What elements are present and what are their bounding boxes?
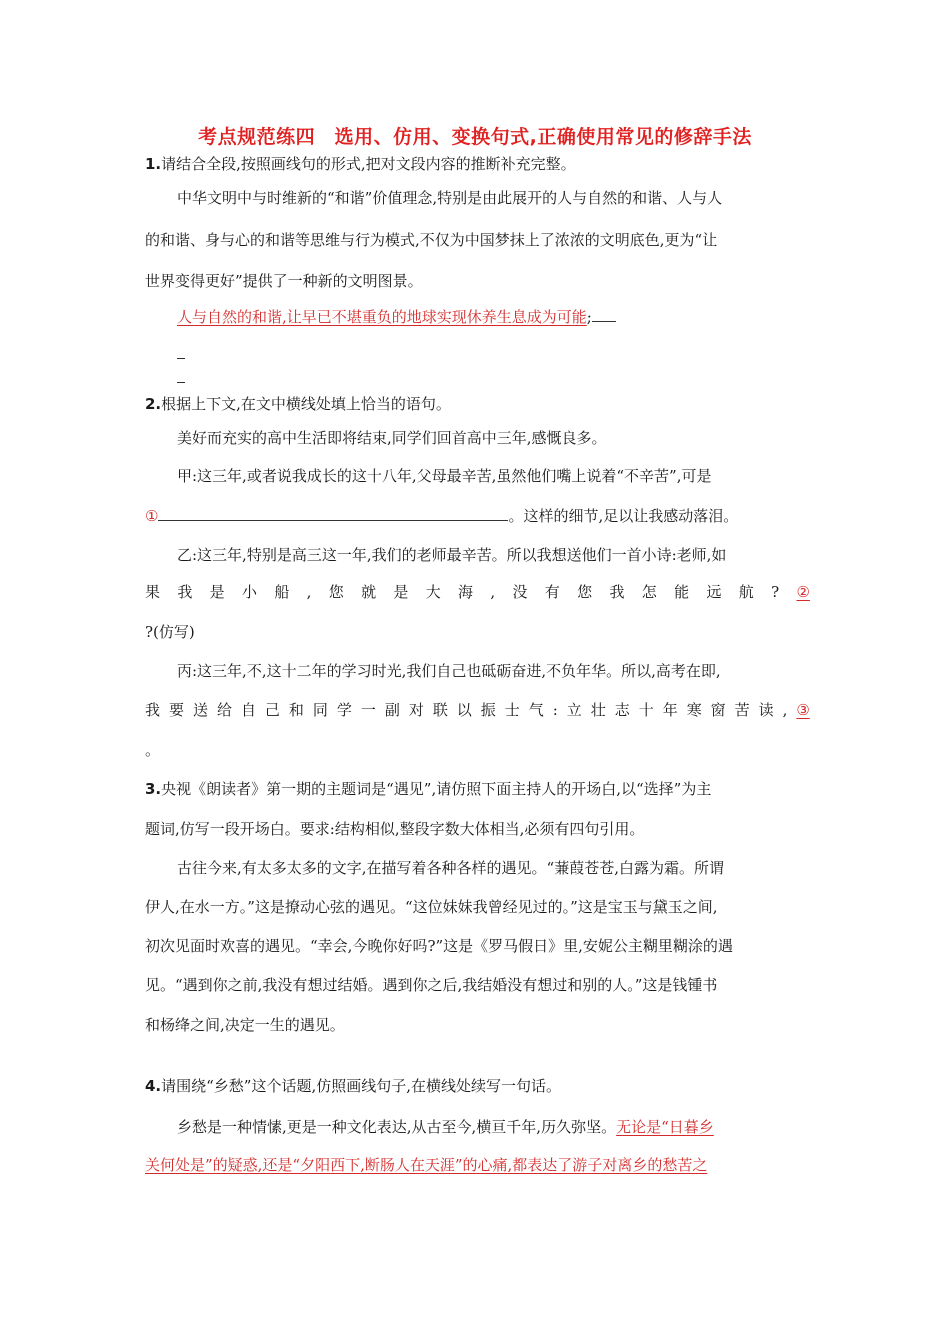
question-text: 根据上下文,在文中横线处填上恰当的语句。 [161,395,451,413]
answer-blank-1[interactable] [158,506,508,521]
spaced-char: 士 [504,701,520,719]
passage-line-spaced [145,700,810,720]
spaced-char: 有 [544,583,560,601]
spaced-char: 我 [609,583,625,601]
passage-line: 伊人,在水一方。”这是撩动心弦的遇见。“这位妹妹我曾经见过的。”这是宝玉与黛玉之间, [145,898,718,916]
spaced-text [145,582,810,602]
spaced-char: 果 [145,583,161,601]
spaced-char: 要 [168,701,184,719]
spaced-char: 副 [384,701,400,719]
spaced-char: 就 [361,583,377,601]
passage-line: 乙:这三年,特别是高三这一年,我们的老师最辛苦。所以我想送他们一首小诗:老师,如 [177,546,727,564]
question-text: 央视《朗读者》第一期的主题词是“遇见”,请仿照下面主持人的开场白,以“选择”为主 [161,780,712,798]
question-4-prompt [145,1076,810,1096]
spaced-char: 能 [674,583,690,601]
page-title: 考点规范练四 选用、仿用、变换句式,正确使用常见的修辞手法 [198,126,752,148]
answer-blank[interactable] [592,307,616,322]
spaced-char: 读 [758,701,774,719]
spaced-char: 您 [328,583,344,601]
passage-line: 丙:这三年,不,这十二年的学习时光,我们自己也砥砺奋进,不负年华。所以,高考在即, [177,662,721,680]
blank-marker[interactable]: ② [796,583,810,601]
passage-text: 乡愁是一种情愫,更是一种文化表达,从古至今,横亘千年,历久弥坚。 [177,1118,617,1136]
passage-line: 世界变得更好”提供了一种新的文明图景。 [145,272,423,290]
question-text: 题词,仿写一段开场白。要求:结构相似,整段字数大体相当,必须有四句引用。 [145,820,645,838]
spaced-text [145,700,810,720]
spaced-char: 自 [240,701,256,719]
question-number: 3. [145,780,162,798]
underlined-answer: 人与自然的和谐,让早已不堪重负的地球实现休养生息成为可能 [177,308,587,326]
spaced-char: 航 [738,583,754,601]
spaced-char: 对 [408,701,424,719]
spaced-char: 怎 [641,583,657,601]
spaced-char: 小 [241,583,257,601]
spaced-char: ? [771,583,780,601]
spaced-char: 远 [706,583,722,601]
passage-line [145,1155,810,1175]
spaced-char: : [552,701,558,719]
spaced-char: 您 [577,583,593,601]
spaced-char: , [490,583,496,601]
spaced-char: 年 [662,701,678,719]
spaced-char: 一 [360,701,376,719]
question-number: 4. [145,1077,162,1095]
spaced-char: , [306,583,312,601]
question-text: 请结合全段,按照画线句的形式,把对文段内容的推断补充完整。 [161,155,576,173]
spaced-char: 我 [177,583,193,601]
spaced-char: 是 [393,583,409,601]
passage-text: 。这样的细节,足以让我感动落泪。 [508,507,739,525]
question-3-prompt [145,779,810,799]
answer-line [145,506,810,526]
blank-marker[interactable]: ③ [796,701,810,719]
spaced-char: 船 [274,583,290,601]
spaced-char: 振 [480,701,496,719]
passage-line: 初次见面时欢喜的遇见。“幸会,今晚你好吗?”这是《罗马假日》里,安妮公主糊里糊涂的遇 [145,937,733,955]
spaced-char: 海 [458,583,474,601]
spaced-char: 是 [209,583,225,601]
passage-line: 。 [145,741,161,759]
underlined-model-sentence: 关何处是”的疑惑,还是“夕阳西下,断肠人在天涯”的心痛,都表达了游子对离乡的愁苦之 [145,1156,708,1174]
spaced-char: 己 [264,701,280,719]
spaced-char: 立 [566,701,582,719]
passage-line-spaced [145,582,810,602]
spaced-char: 我 [145,701,161,719]
spaced-char: 寒 [686,701,702,719]
question-text: 请围绕“乡愁”这个话题,仿照画线句子,在横线处续写一句话。 [161,1077,562,1095]
spaced-char: 给 [216,701,232,719]
spaced-char: 没 [512,583,528,601]
answer-punctuation: ; [586,308,592,326]
question-1-prompt [145,154,810,174]
blank-marker: ① [145,507,159,525]
spaced-char: 送 [192,701,208,719]
spaced-char: 同 [312,701,328,719]
spaced-char: 壮 [590,701,606,719]
question-number: 1. [145,155,162,173]
spaced-char: 十 [638,701,654,719]
spaced-char: 志 [614,701,630,719]
spaced-char: 气 [528,701,544,719]
spaced-char: 联 [432,701,448,719]
blank-dash [177,358,185,359]
spaced-char: 窗 [710,701,726,719]
spaced-char: 学 [336,701,352,719]
question-2-prompt [145,394,810,414]
underlined-model-sentence: 无论是“日暮乡 [616,1118,714,1136]
passage-line: 古往今来,有太多太多的文字,在描写着各种各样的遇见。“蒹葭苍苍,白露为霜。所谓 [177,859,724,877]
passage-line: ?(仿写) [145,623,195,641]
passage-line: 和杨绛之间,决定一生的遇见。 [145,1016,345,1034]
spaced-char: , [782,701,788,719]
spaced-char: 和 [288,701,304,719]
question-number: 2. [145,395,162,413]
passage-line [177,1117,810,1137]
answer-line [177,307,810,327]
spaced-char: 大 [425,583,441,601]
blank-dash [177,382,185,383]
passage-line: 中华文明中与时维新的“和谐”价值理念,特别是由此展开的人与自然的和谐、人与人 [177,189,723,207]
passage-line: 甲:这三年,或者说我成长的这十八年,父母最辛苦,虽然他们嘴上说着“不辛苦”,可是 [177,467,712,485]
passage-line: 美好而充实的高中生活即将结束,同学们回首高中三年,感慨良多。 [177,429,607,447]
passage-line: 的和谐、身与心的和谐等思维与行为模式,不仅为中国梦抹上了浓浓的文明底色,更为“让 [145,231,718,249]
passage-line: 见。“遇到你之前,我没有想过结婚。遇到你之后,我结婚没有想过和别的人。”这是钱锺书 [145,976,718,994]
spaced-char: 苦 [734,701,750,719]
spaced-char: 以 [456,701,472,719]
